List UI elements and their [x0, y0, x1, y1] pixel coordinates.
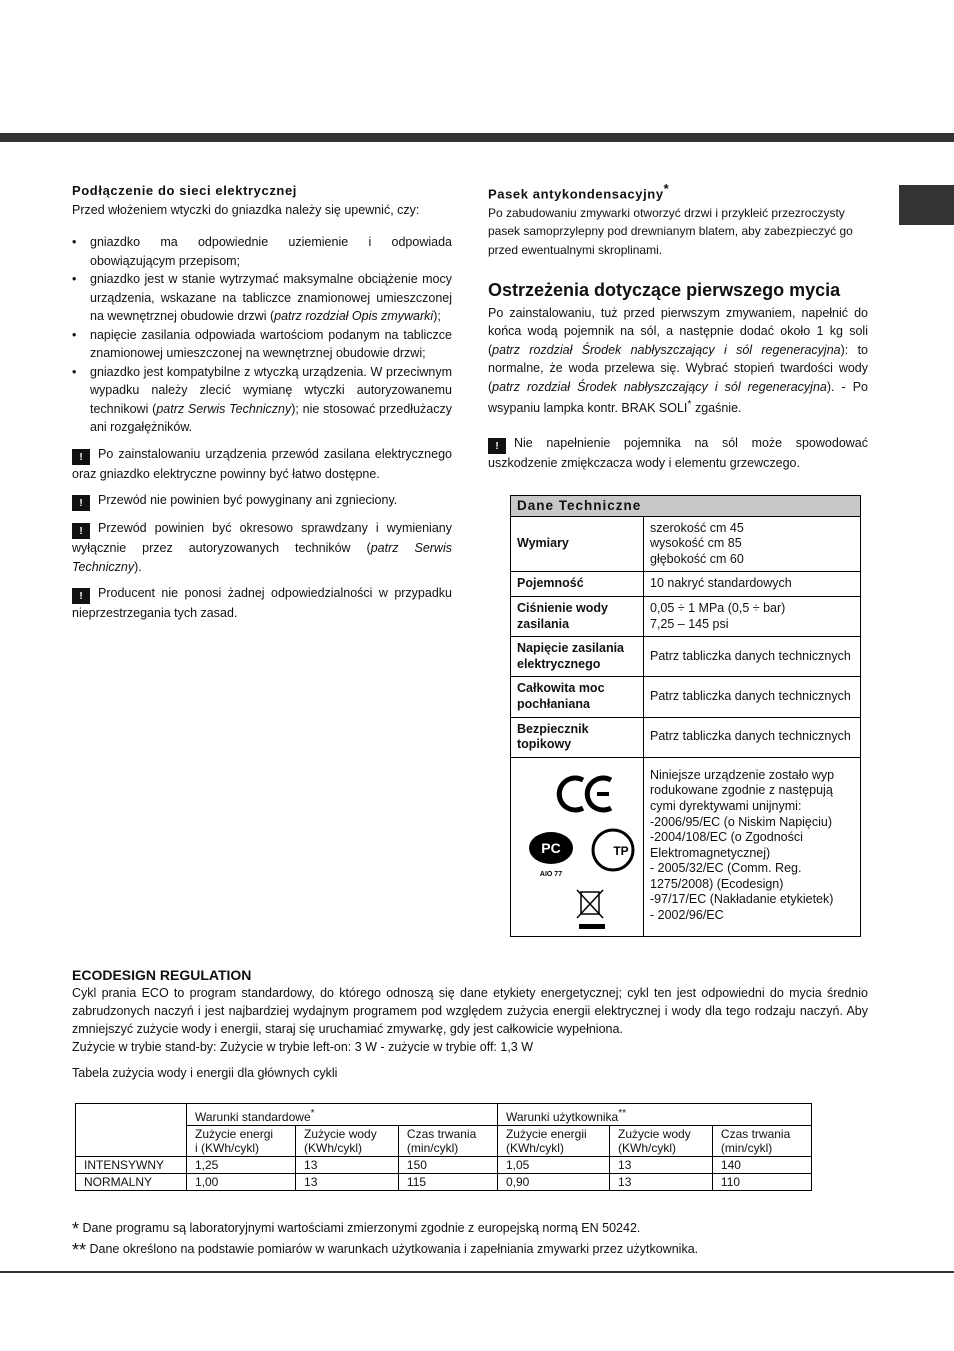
warning-2: ! Przewód nie powinien być powyginany ani zgnieciony. [72, 491, 452, 511]
bottom-rule [0, 1271, 954, 1273]
gost-tp-mark-icon [593, 830, 633, 870]
ecodesign-text: Cykl prania ECO to program standardowy, do którego odnoszą się dane etykiety energetycznej; cykl ten jest odpowiedni do mycia średnio zabrudzonych naczyń i jest najbardziej wydajnym programem pod względem zużycia energii elektrycznej i wody dla tego rodzaju naczyń. Aby zmniejszyć zużycie wody i energii, staraj się uruchamiać zmywarkę, gdy jest całkowicie wypełniona. [72, 986, 868, 1036]
strip-text: Po zabudowaniu zmywarki otworzyć drzwi i przykleić przezroczysty pasek samoprzylepny pod drewnianym blatem, aby zabezpieczyć go przed ewentualnymi skroplinami. [488, 205, 853, 257]
power-list [72, 233, 452, 437]
list-item: • napięcie zasilania odpowiada wartościom podanym na tabliczce znamionowej umieszczonej na wewnętrznej obudowie drzwi; [72, 326, 452, 363]
table-row: Wymiary szerokość cm 45 wysokość cm 85 głębokość cm 60 [511, 516, 861, 572]
first-wash-title: Ostrzeżenia dotyczące pierwszego mycia [488, 280, 841, 301]
warning-1: ! Po zainstalowaniu urządzenia przewód zasilana elektrycznego oraz gniazdko elektryczne powinny być łatwo dostępne. [72, 446, 452, 481]
svg-text:PC: PC [541, 839, 561, 856]
warning-3: ! Przewód powinien być okresowo sprawdzany i wymieniany wyłącznie przez autoryzowanych techników (patrz Serwis Techniczny). [72, 521, 452, 574]
tech-data-header: Dane Techniczne [511, 496, 861, 517]
ce-mark-icon [559, 778, 611, 810]
warning-icon: ! [488, 438, 506, 454]
side-tab [899, 185, 954, 225]
warning-icon: ! [72, 449, 90, 465]
svg-text:TP: TP [613, 843, 629, 858]
table-row: Napięcie zasilania elektrycznego Patrz tabliczka danych technicznych [511, 637, 861, 677]
ecodesign-section [72, 966, 868, 1082]
power-intro: Przed włożeniem wtyczki do gniazdka należy się upewnić, czy: [72, 202, 420, 217]
table-row: Bezpiecznik topikowy Patrz tabliczka danych technicznych [511, 717, 861, 757]
table-row [511, 757, 861, 936]
table-row: Pojemność 10 nakryć standardowych [511, 572, 861, 597]
tech-data-table [510, 495, 861, 937]
power-title: Podłączenie do sieci elektrycznej [72, 183, 298, 198]
standard-conditions-header: Warunki standardowe* [187, 1104, 498, 1126]
strip-section [488, 180, 868, 472]
warning-icon: ! [72, 523, 90, 539]
first-wash-text: Po zainstalowaniu, tuż przed pierwszym zmywaniem, napełnić do końca wodą pojemnik na sól, a następnie dodać około 1 kg soli (patrz rozdział Środek nabłyszczający i sól regeneracyjna): to normalne, że woda przelewa się. Wybrać stopień twardości wody (patrz rozdział Środek nabłyszczający i sól regeneracyjna). - Po wsypaniu lampka kontr. BRAK SOLI* zgaśnie. [488, 305, 868, 416]
footnotes [72, 1218, 872, 1260]
warning-4: ! Producent nie ponosi żadnej odpowiedzialności w przypadku nieprzestrzegania tych zasad. [72, 586, 452, 620]
table-row: NORMALNY 1,00 13 115 0,90 13 110 [76, 1174, 812, 1191]
top-bar [0, 133, 954, 142]
list-item: • gniazdko jest kompatybilne z wtyczką urządzenia. W przeciwnym wypadku należy zlecić wymianę wtyczki autoryzowanemu technikowi (patrz Serwis Techniczny); nie stosować przedłużaczy ani rozgałężników. [72, 363, 452, 437]
table-row [76, 1104, 812, 1126]
consumption-table [75, 1103, 812, 1191]
table-row: INTENSYWNY 1,25 13 150 1,05 13 140 [76, 1157, 812, 1174]
table-row: Ciśnienie wody zasilania 0,05 ÷ 1 MPa (0,5 ÷ bar) 7,25 – 145 psi [511, 596, 861, 636]
footnote-1: * Dane programu są laboratoryjnymi wartościami zmierzonymi zgodnie z europejską normą EN 50242. [72, 1219, 641, 1239]
table-row: Zużycie energi i (KWh/cykl) Zużycie wody (KWh/cykl) Czas trwania (min/cykl) Zużycie energii (KWh/cykl) Zużycie wody (KWh/cykl) Czas trwania (min/cykl) [76, 1126, 812, 1157]
salt-warning: ! Nie napełnienie pojemnika na sól może spowodować uszkodzenie zmiękczacza wody i elementu grzewczego. [488, 435, 868, 470]
strip-title: Pasek antykondensacyjny* [488, 181, 670, 202]
certification-marks [511, 757, 644, 936]
footnote-2: ** Dane określono na podstawie pomiarów w warunkach użytkowania i zapełniania zmywarki przez użytkownika. [72, 1240, 699, 1260]
standby-text: Zużycie w trybie stand-by: Zużycie w trybie left-on: 3 W - zużycie w trybie off: 1,3 W [72, 1040, 534, 1054]
user-conditions-header: Warunki użytkownika** [497, 1104, 811, 1126]
warning-icon: ! [72, 495, 90, 511]
warning-icon: ! [72, 588, 90, 604]
table-row: Całkowita moc pochłaniana Patrz tabliczka danych technicznych [511, 677, 861, 717]
list-item: • gniazdko jest w stanie wytrzymać maksymalne obciążenie mocy urządzenia, wskazane na tabliczce znamionowej umieszczonej na wewnętrznej obudowie drzwi (patrz rozdział Opis zmywarki); [72, 270, 452, 326]
pct-mark-icon [529, 832, 573, 878]
weee-bin-icon [577, 890, 605, 929]
ecodesign-title: ECODESIGN REGULATION [72, 967, 252, 983]
svg-text:AIO 77: AIO 77 [539, 870, 563, 878]
list-item: • gniazdko ma odpowiednie uziemienie i odpowiada obowiązującym przepisom; [72, 233, 452, 270]
directives-text: Niniejsze urządzenie zostało wyp rodukowane zgodnie z następują cymi dyrektywami unijnymi: -2006/95/EC (o Niskim Napięciu) -2004/108/EC (o Zgodności Elektromagnetycznej) - 2005/32/EC (Comm. Reg. 1275/2008) (Ecodesign) -97/17/EC (Nakładanie etykietek) - 2002/96/EC [644, 757, 861, 936]
certification-logos [517, 762, 637, 932]
power-section [72, 182, 452, 623]
table-caption: Tabela zużycia wody i energii dla głównych cykli [72, 1066, 338, 1080]
